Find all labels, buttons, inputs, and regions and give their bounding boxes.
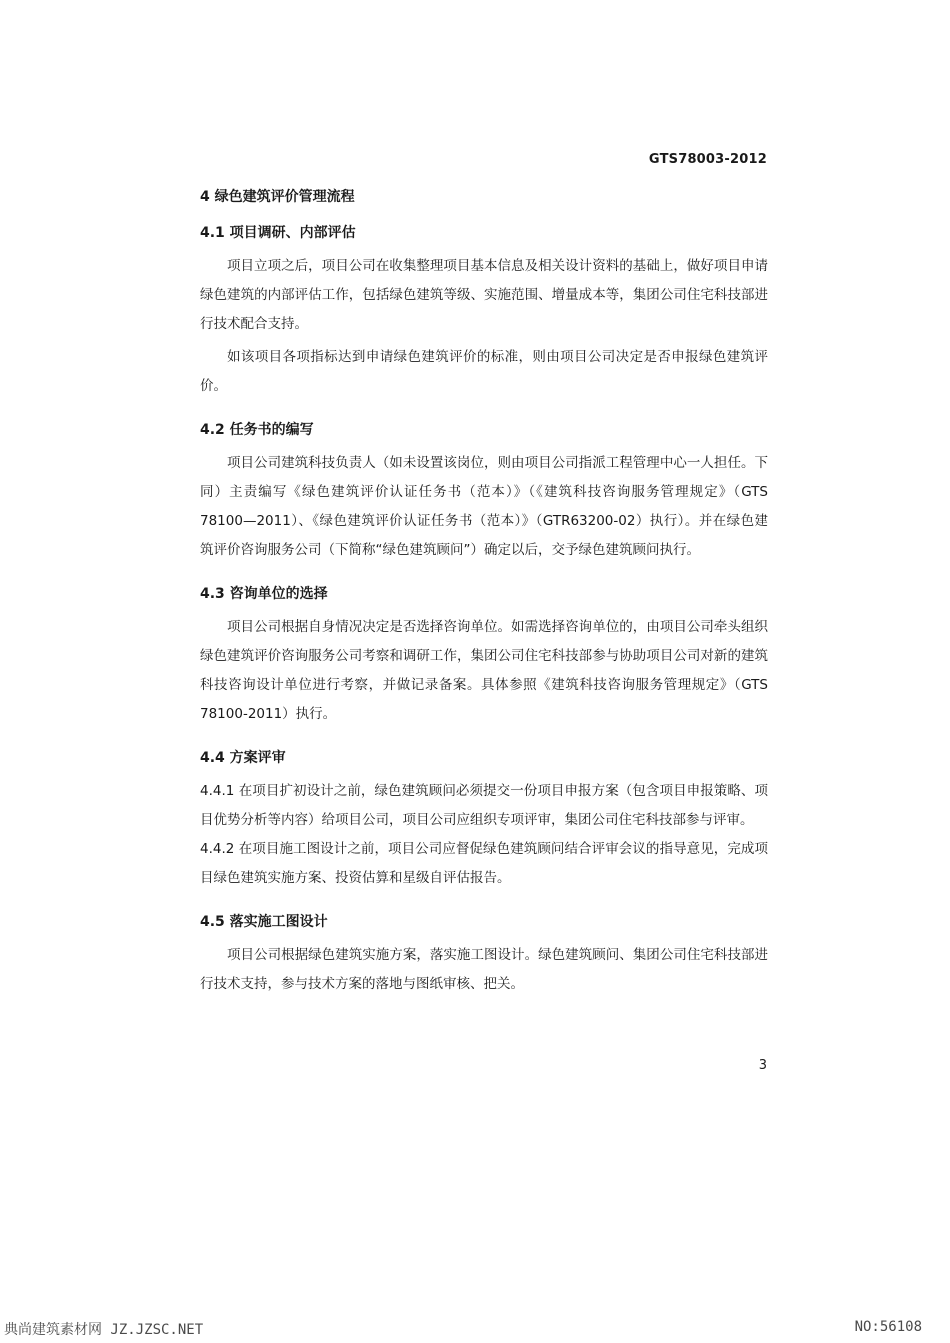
paragraph: 项目公司建筑科技负责人（如未设置该岗位，则由项目公司指派工程管理中心一人担任。下同）主责编写《绿色建筑评价认证任务书（范本）》（《建筑科技咨询服务管理规定》（GTS 78100—2011）、《绿色建筑评价认证任务书（范本）》（GTR63200-02）执行）。并在绿色建筑评价咨询服务公司（下简称“绿色建筑顾问”）确定以后，交予绿色建筑顾问执行。 <box>200 455 768 558</box>
watermark-footer <box>0 1315 950 1343</box>
page-number: 3 <box>758 1058 767 1073</box>
paragraph: 项目公司根据自身情况决定是否选择咨询单位。如需选择咨询单位的，由项目公司牵头组织绿色建筑评价咨询服务公司考察和调研工作，集团公司住宅科技部参与协助项目公司对新的建筑科技咨询设计单位进行考察，并做记录备案。具体参照《建筑科技咨询服务管理规定》（GTS 78100-2011）执行。 <box>200 619 768 722</box>
clause-4-4-2 <box>200 835 768 893</box>
section-title-4-1: 4.1 项目调研、内部评估 <box>200 225 356 241</box>
document-body <box>200 184 768 1015</box>
section-4-2 <box>200 417 768 565</box>
section-title-4-3: 4.3 咨询单位的选择 <box>200 586 328 602</box>
paragraph: 如该项目各项指标达到申请绿色建筑评价的标准，则由项目公司决定是否申报绿色建筑评价。 <box>200 349 768 394</box>
clause-text: 在项目扩初设计之前，绿色建筑顾问必须提交一份项目申报方案（包含项目申报策略、项目优势分析等内容）给项目公司，项目公司应组织专项评审，集团公司住宅科技部参与评审。 <box>200 783 769 828</box>
section-4-1 <box>200 220 768 401</box>
section-title-4-4: 4.4 方案评审 <box>200 750 286 766</box>
clause-4-4-1 <box>200 777 768 835</box>
section-4-3 <box>200 581 768 729</box>
paragraph: 项目公司根据绿色建筑实施方案，落实施工图设计。绿色建筑顾问、集团公司住宅科技部进行技术支持，参与技术方案的落地与图纸审核、把关。 <box>200 947 768 992</box>
paragraph: 项目立项之后，项目公司在收集整理项目基本信息及相关设计资料的基础上，做好项目申请绿色建筑的内部评估工作，包括绿色建筑等级、实施范围、增量成本等，集团公司住宅科技部进行技术配合支持。 <box>200 258 768 332</box>
clause-number: 4.4.2 <box>200 841 235 857</box>
document-code: GTS78003-2012 <box>648 152 767 167</box>
clause-text: 在项目施工图设计之前，项目公司应督促绿色建筑顾问结合评审会议的指导意见，完成项目绿色建筑实施方案、投资估算和星级自评估报告。 <box>200 841 769 886</box>
site-watermark: 典尚建筑素材网 JZ.JZSC.NET <box>4 1322 204 1338</box>
section-title-4-5: 4.5 落实施工图设计 <box>200 914 328 930</box>
section-title-4-2: 4.2 任务书的编写 <box>200 422 314 438</box>
clause-number: 4.4.1 <box>200 783 235 799</box>
section-4-5 <box>200 909 768 999</box>
chapter-title: 4 绿色建筑评价管理流程 <box>200 189 355 205</box>
section-4-4 <box>200 745 768 893</box>
serial-number: NO:56108 <box>854 1319 922 1335</box>
